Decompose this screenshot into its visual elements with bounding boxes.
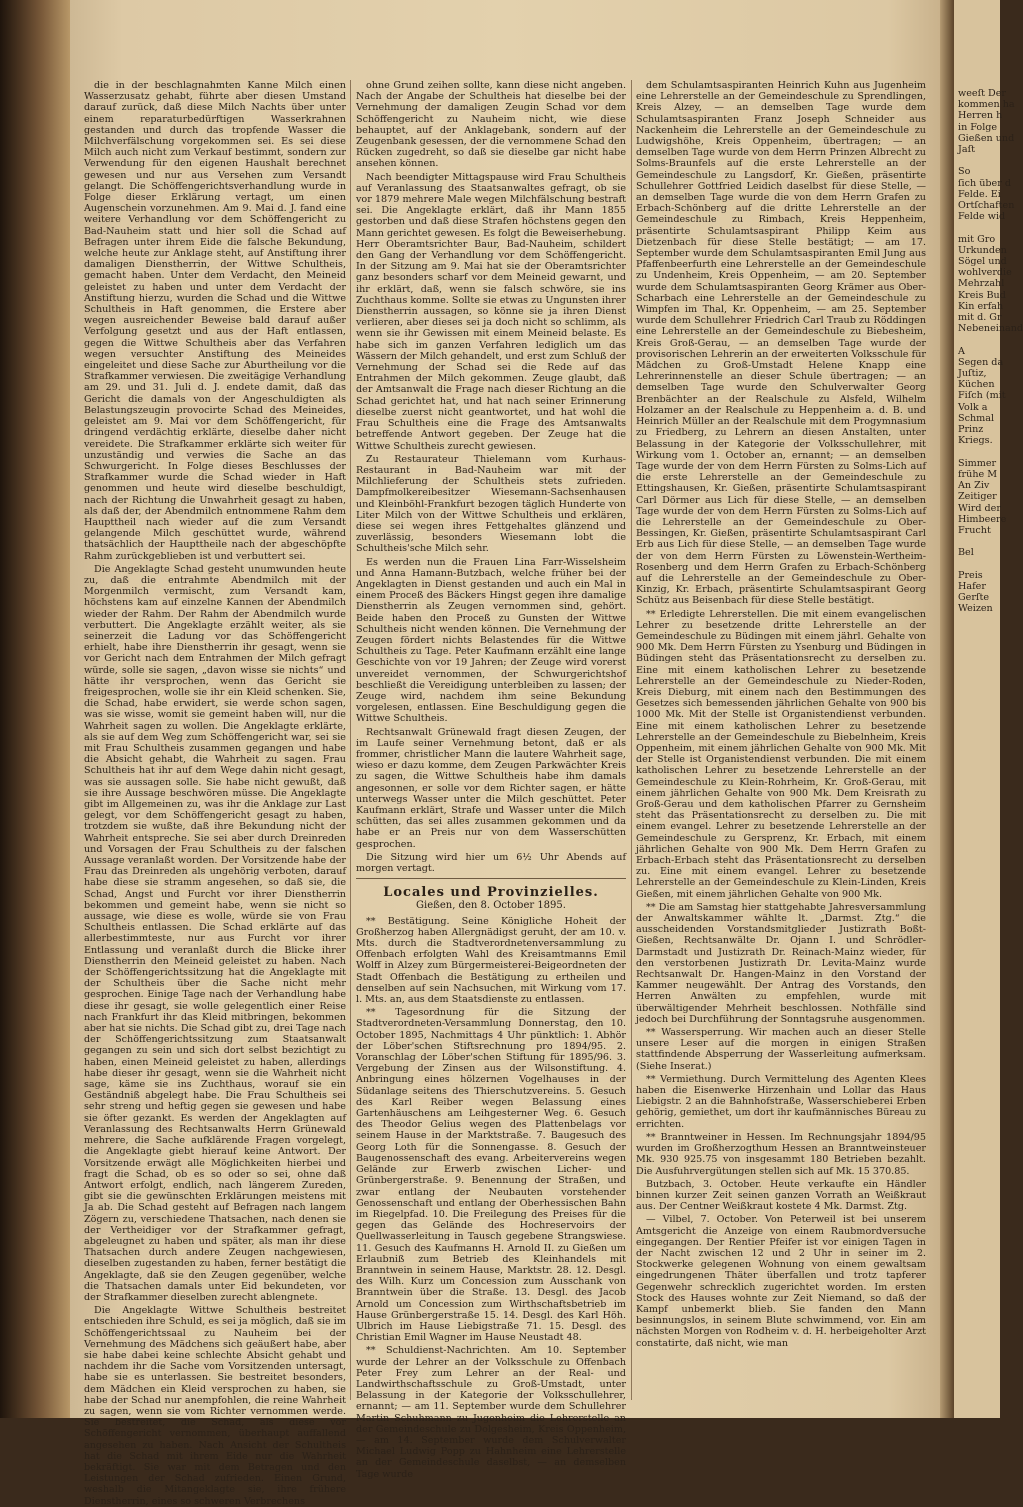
column-1 — [84, 80, 346, 1507]
dateline: Gießen, den 8. October 1895. — [416, 900, 566, 912]
section-rule — [356, 878, 626, 879]
page-gutter — [940, 0, 954, 1418]
news-item: — Vilbel, 7. October. Von Peterweil ist bei unserem Amtsgericht die Anzeige von einem Raubmordversuche eingegangen. Der Rentier Pfeifer ist vor einigen Tagen in der Nacht zwischen 12 und 2 Uhr in seiner im 2. Stockwerke gelegenen Wohnung von einem gewaltsam eingedrungenen Thäter überfallen und trotz tapferer Gegenwehr schrecklich zugerichtet worden. Im ersten Stock des Hauses wohnte zur Zeit Niemand, so daß der Kampf unbemerkt blieb. Sie fanden den Mann besinnungslos, in seinem Blute schwimmend, vor. Ein am nächsten Morgen von Rodheim v. d. H. herbeigeholter Arzt constatirte, daß nicht, wie man — [636, 1214, 926, 1349]
article-paragraph: ohne Grund zeihen sollte, kann diese nicht angeben. Nach der Angabe der Schultheis hat dieselbe bei der Vernehmung der damaligen Zeugin Schad vor dem Schöffengericht zu Nauheim nicht, wie diese behauptet, auf der Anklagebank, sondern auf der Zeugenbank gesessen, der die vernommene Schad den Rücken zugedreht, so daß sie dieselbe gar nicht habe ansehen können. — [356, 80, 626, 170]
news-item: ** Wassersperrung. Wir machen auch an dieser Stelle unsere Leser auf die morgen in einigen Straßen stattfindende Absperrung der Wasserleitung aufmerksam. (Siehe Inserat.) — [636, 1027, 926, 1072]
column-3 — [636, 80, 926, 1400]
news-item: ** Schuldienst-Nachrichten. Am 10. September wurde der Lehrer an der Volksschule zu Offenbach Peter Frey zum Lehrer an der Real- und Landwirthschaftsschule zu Groß-Umstadt, unter Belassung in der Kategorie der Volksschullehrer, ernannt; — am 11. September wurde dem Schullehrer Martin Schuhmann zu Jugenheim die Lehrerstelle an der Gemeindeschule zu Dolgesheim, Kreis Oppenheim, — am 14. September wurde dem Schulverwalter Michael Ludwig Popp zu Hahnheim eine Lehrerstelle an der Gemeindeschule daselbst, — an demselben Tage wurde — [356, 1345, 626, 1480]
article-paragraph: Es werden nun die Frauen Lina Farr-Wisselsheim und Anna Hamann-Butzbach, welche früher bei der Angeklagten in Dienst gestanden und auch ein Mal in einem Proceß des Bäckers Hingst gegen ihre damalige Dienstherrin als Zeugen vernommen sind, gehört. Beide haben den Proceß zu Gunsten der Wittwe Schultheis nicht wenden können. Die Vernehmung der Zeugen fördert nichts Belastendes für die Wittwe Schultheis zu Tage. Peter Kaufmann erzählt eine lange Geschichte von vor 19 Jahren; der Zeuge wird vorerst unvereidet vernommen, der Schwurgerichtshof beschließt die Vereidigung unterbleiben zu lassen; der Zeuge wird, nachdem ihm seine Bekundung vorgelesen, entlassen. Eine Beschuldigung gegen die Wittwe Schultheis. — [356, 556, 626, 725]
article-paragraph: Nach beendigter Mittagspause wird Frau Schultheis auf Veranlassung des Staatsanwaltes gefragt, ob sie vor 1879 mehrere Male wegen Milchfälschung bestraft sei. Die Angeklagte erklärt, daß ihr Mann 1855 gestorben und daß diese Strafen höchstens gegen den Mann gerichtet gewesen. Es folgt die Beweiserhebung. Herr Oberamtsrichter Baur, Bad-Nauheim, schildert den Gang der Verhandlung vor dem Schöffengericht. In der Sitzung am 9. Mai hat sie der Oberamtsrichter ganz besonders scharf vor dem Meineid gewarnt, und ihr erklärt, daß, wenn sie falsch schwöre, sie ins Zuchthaus komme. Sollte sie etwas zu Ungunsten ihrer Dienstherrin aussagen, so könne sie ja ihren Dienst verlieren, aber dieses sei ja doch nicht so schlimm, als wenn sie ihr Gewissen mit einem Meineid belaste. Es habe sich im ganzen Verfahren lediglich um das Wässern der Milch gehandelt, und erst zum Schluß der Vernehmung der Schad sei die Rede auf das Entrahmen der Milch gekommen. Zeuge glaubt, daß der Amtsanwalt die Frage nach dieser Richtung an die Schad gerichtet hat, und hat nach seiner Erinnerung dieselbe zuerst nicht geantwortet, und hat wohl die Frau Schultheis eine die Frage des Amtsanwalts betreffende Antwort gegeben. Der Zeuge hat die Wittwe Schultheis zurecht gewiesen. — [356, 171, 626, 452]
article-paragraph: Die Angeklagte Schad gesteht unumwunden heute zu, daß die entrahmte Abendmilch mit der Morgenmilch vermischt, zum Versandt kam, höchstens kam auf einzelne Kannen der Abendmilch wieder der Rahm. Der Rahm der Abendmilch wurde verbuttert. Die Angeklagte erzählt weiter, als sie seinerzeit die Ladung vor das Schöffengericht erhielt, habe ihre Dienstherrin ihr gesagt, wenn sie vor Gericht nach dem Entrahmen der Milch gefragt würde, solle sie sagen, „davon wisse sie nichts“ und hätte ihr versprochen, wenn das Gericht sie freigesprochen, wolle sie ihr ein Kleid schenken. Sie, die Schad, habe erwidert, sie werde schon sagen, was sie wisse, womit sie gemeint haben will, nur die Wahrheit sagen zu wollen. Die Angeklagte erklärte, als sie auf dem Weg zum Schöffengericht war, sei sie mit Frau Schultheis zusammen gegangen und habe die Absicht gehabt, die Wahrheit zu sagen. Frau Schultheis hat ihr auf dem Wege dahin nicht gesagt, was sie aussagen solle. Sie habe nicht gewußt, daß sie ihre Aussage beschwören müsse. Die Angeklagte gibt im Allgemeinen zu, was ihr die Anklage zur Last gelegt, vor dem Schöffengericht gesagt zu haben, trotzdem sie wußte, daß ihre Bekundung nicht der Wahrheit entspreche. Sie sei aber durch Dreinreden und Vorsagen der Frau Schultheis zu der falschen Aussage veranlaßt worden. Der Vorsitzende habe der Frau das Dreinreden als ungehörig verboten, darauf habe diese sie stramm angesehen, so daß sie, die Schad, Angst und Furcht vor ihrer Dienstherrin bekommen und gemeint habe, wenn sie nicht so aussage, wie diese es wolle, würde sie von Frau Schultheis entlassen. Die Schad erklärte auf das allerbestimmteste, nur aus Furcht vor ihrer Entlassung und veranlaßt durch die Blicke ihrer Dienstherrin den Meineid geleistet zu haben. Nach der Schöffengerichtssitzung hat die Angeklagte mit der Schultheis über die Sache nicht mehr gesprochen. Einige Tage nach der Verhandlung habe diese ihr gesagt, sie wolle gelegentlich einer Reise nach Frankfurt ihr das Kleid mitbringen, bekommen aber hat sie nichts. Die Schad gibt zu, drei Tage nach der Schöffengerichtssitzung zum Staatsanwalt gegangen zu sein und sich dort selbst bezichtigt zu haben, einen Meineid geleistet zu haben, allerdings habe dieser ihr gesagt, wenn sie die Wahrheit nicht sage, käme sie ins Zuchthaus, worauf sie ein Geständniß abgelegt habe. Die Frau Schultheis sei sehr streng und heftig gegen sie gewesen und habe sie öfter gezankt. Es werden der Angeklagten auf Veranlassung des Rechtsanwalts Herrn Grünewald mehrere, die Sache aufklärende Fragen vorgelegt, die Angeklagte giebt hierauf keine Antwort. Der Vorsitzende erwägt alle Möglichkeiten hierbei und fragt die Schad, ob es so oder so sei, ohne daß Antwort erfolgt, endlich, nach längerem Zureden, gibt sie die gewünschten Erklärungen meistens mit Ja ab. Die Schad gesteht auf Befragen nach langem Zögern zu, verschiedene Thatsachen, nach denen sie der Vertheidiger vor der Strafkammer gefragt, abgeleugnet zu haben und später, als man ihr diese Thatsachen durch andere Zeugen nachgewiesen, dieselben zugestanden zu haben, ferner bestätigt die Angeklagte, daß sie den Zeugen gegenüber, welche die Thatsachen damals unter Eid bekundeten, vor der Strafkammer dieselben zurecht ablengnete. — [84, 563, 346, 1303]
book-binding-edge — [0, 0, 70, 1418]
news-item: ** Erledigte Lehrerstellen. Die mit einem evangelischen Lehrer zu besetzende dritte Lehrerstelle an der Gemeindeschule zu Büdingen mit einem jährl. Gehalte von 900 Mk. Dem Herrn Fürsten zu Ysenburg und Büdingen in Büdingen steht das Präsentationsrecht zu derselben zu. Eine mit einem katholischen Lehrer zu besetzende Lehrerstelle an der Gemeindeschule zu Nieder-Roden, Kreis Dieburg, mit einem nach den Bestimmungen des Gesetzes sich bemessenden jährlichen Gehalte von 900 bis 1000 Mk. Mit der Stelle ist Organistendienst verbunden. Eine mit einem katholischen Lehrer zu besetzende Lehrerstelle an der Gemeindeschule zu Biebelnheim, Kreis Oppenheim, mit einem jährlichen Gehalte von 900 Mk. Mit der Stelle ist Organistendienst verbunden. Die mit einem katholischen Lehrer zu besetzende Lehrerstelle an der Gemeindeschule zu Klein-Rohrheim, Kr. Groß-Gerau, mit einem jährlichen Gehalte von 900 Mk. Dem Kreisrath zu Groß-Gerau und dem katholischen Pfarrer zu Gernsheim steht das Präsentationsrecht zu derselben zu. Die mit einem evangel. Lehrer zu besetzende Lehrerstelle an der Gemeindeschule zu Gersprenz, Kr. Erbach, mit einem jährlichen Gehalte von 900 Mk. Dem Herrn Grafen zu Erbach-Erbach steht das Präsentationsrecht zu derselben zu. Eine mit einem evangel. Lehrer zu besetzende Lehrerstelle an der Gemeindeschule zu Klein-Linden, Kreis Gießen, mit einem jährlichen Gehalte von 900 Mk. — [636, 608, 926, 900]
news-item: Butzbach, 3. October. Heute verkaufte ein Händler binnen kurzer Zeit seinen ganzen Vorrath an Weißkraut aus. Der Centner Weißkraut kostete 4 Mk. Darmst. Ztg. — [636, 1178, 926, 1213]
column-divider — [631, 80, 632, 1400]
news-item: dem Schulamtsaspiranten Heinrich Kuhn aus Jugenheim eine Lehrerstelle an der Gemeindeschule zu Sprendlingen, Kreis Alzey, — an demselben Tage wurde dem Schulamtsaspiranten Franz Joseph Schneider aus Nackenheim die Lehrerstelle an der Gemeindeschule zu Ludwigshöhe, Kreis Oppenheim, übertragen; — an demselben Tage wurde von dem Herrn Prinzen Albrecht zu Solms-Braunfels auf die erste Lehrerstelle an der Gemeindeschule zu Langsdorf, Kr. Gießen, präsentirte Schullehrer Gottfried Leidich daselbst für diese Stelle, — an demselben Tage wurde die von dem Herrn Grafen zu Erbach-Schönberg auf die dritte Lehrerstelle an der Gemeindeschule zu Rimbach, Kreis Heppenheim, präsentirte Schulamtsaspirant Philipp Keim aus Dietzenbach für diese Stelle bestätigt; — am 17. September wurde dem Schulamtsaspiranten Emil Jung aus Pfaffenbeerfurth eine Lehrerstelle an der Gemeindeschule zu Undenheim, Kreis Oppenheim, — am 20. September wurde dem Schulamtsaspiranten Georg Krämer aus Ober-Scharbach eine Lehrerstelle an der Gemeindeschule zu Wimpfen im Thal, Kr. Oppenheim, — am 25. September wurde dem Schullehrer Friedrich Carl Traub zu Röddingen eine Lehrerstelle an der Gemeindeschule zu Biebesheim, Kreis Groß-Gerau, — an demselben Tage wurde der provisorischen Lehrerin an der erweiterten Volksschule für Mädchen zu Groß-Umstadt Helene Knapp eine Lehrerinnenstelle an dieser Schule übertragen; — an demselben Tage wurde den Schulverwalter Georg Brenbächter an der Realschule zu Alsfeld, Wilhelm Holzamer an der Realschule zu Heppenheim a. d. B. und Heinrich Müller an der Realschule mit dem Progymnasium zu Friedberg, zu Lehrern an diesen Anstalten, unter Belassung in der Kategorie der Volksschullehrer, mit Wirkung vom 1. October an, ernannt; — an demselben Tage wurde der von dem Herrn Fürsten zu Solms-Lich auf die erste Lehrerstelle an der Gemeindeschule zu Ettingshausen, Kr. Gießen, präsentirte Schulamtsaspirant Carl Dörmer aus Lich für diese Stelle, — an demselben Tage wurde der von dem Herrn Fürsten zu Solms-Lich auf die Lehrerstelle an der Gemeindeschule zu Ober-Bessingen, Kr. Gießen, präsentirte Schulamtsaspirant Carl Erb aus Lich für diese Stelle, — an demselben Tage wurde der von dem Herrn Fürsten zu Löwenstein-Wertheim-Rosenberg und dem Herrn Grafen zu Erbach-Schönberg auf die Lehrerstelle an der Gemeindeschule zu Ober-Kinzig, Kr. Erbach, präsentirte Schulamtsaspirant Georg Schütz aus Beisenbach für diese Stelle bestätigt. — [636, 80, 926, 607]
article-paragraph: Die Angeklagte Wittwe Schultheis bestreitet entschieden ihre Schuld, es sei ja möglich, daß sie im Schöffengerichtssaal zu Nauheim bei der Vernehmung des Mädchens sich geäußert habe, aber sie habe dabei keine schlechte Absicht gehabt und nachdem ihr die Sache vom Vorsitzenden untersagt, habe sie es unterlassen. Sie bestreitet besonders, dem Mädchen ein Kleid versprochen zu haben, sie habe der Schad nur anempfohlen, die reine Wahrheit zu sagen, wenn sie vom Richter vernommen werde. Sie bestreitet, die Schad, als diese vor Schöffengericht vernommen, überhaupt auffallend angesehen zu haben. Nach Ansicht der Schultheis hat die Schad mit ihrem Eide nur die Wahrheit bekräftigt. Sie war mit dem Betragen und den Leistungen der Schad zufrieden. Einen Grund, weshalb die Mitangeklagte sie, ihre frühere Dienstherrin, eines so schweren Verbrechens — [84, 1305, 346, 1507]
news-item: ** Branntweiner in Hessen. Im Rechnungsjahr 1894/95 wurden im Großherzogthum Hessen an Branntweinsteuer Mk. 930 925.75 von insgesammt 180 Betrieben bezahlt. Die Ausfuhrvergütungen stellen sich auf Mk. 15 370.85. — [636, 1131, 926, 1177]
column-divider — [350, 80, 351, 1400]
article-paragraph: Rechtsanwalt Grünewald fragt diesen Zeugen, der im Laufe seiner Vernehmung betont, daß er als frommer, christlicher Mann die lautere Wahrheit sage, wieso er dazu komme, dem Zeugen Parkwächter Kreis zu sagen, die Wittwe Schultheis habe ihm damals angesonnen, er solle vor dem Richter sagen, er hätte unterwegs Wasser unter die Milch geschüttet. Peter Kaufmann erklärt, Strafe und Wasser unter die Milch schütten, das sei alles zusammen gekommen und da habe er an Preis nur von dem Wasserschütten gesprochen. — [356, 726, 626, 850]
news-item: ** Bestätigung. Seine Königliche Hoheit der Großherzog haben Allergnädigst geruht, der am 10. v. Mts. durch die Stadtverordnetenversammlung zu Offenbach erfolgten Wahl des Kreisamtmanns Emil Wolff in Alzey zum Bürgermeisterei-Beigeordneten der Stadt Offenbach die Bestätigung zu ertheilen und denselben auf sein Nachsuchen, mit Wirkung vom 17. l. Mts. an, aus dem Staatsdienste zu entlassen. — [356, 915, 626, 1006]
column-2 — [356, 80, 626, 1480]
news-item: ** Tagesordnung für die Sitzung der Stadtverordneten-Versammlung Donnerstag, den 10. October 1895, Nachmittags 4 Uhr pünktlich: 1. Abhör der Löber'schen Stiftsrechnung pro 1894/95. 2. Voranschlag der Löber'schen Stiftung für 1895/96. 3. Vergebung der Zinsen aus der Wilsonstiftung. 4. Anbringung eines hölzernen Vogelhauses in der Südanlage seitens des Thierschutzvereins. 5. Gesuch des Karl Reiber wegen Belassung eines Gartenhäuschens am Leihgesterner Weg. 6. Gesuch des Theodor Gelius wegen des Plattenbelags vor seinem Hause in der Marktstraße. 7. Baugesuch des Georg Loth für die Sonnengasse. 8. Gesuch der Baugenossenschaft des evang. Arbeitervereins wegen Gelände zur Erwerb zwischen Licher- und Grünbergerstraße. 9. Benennung der Straßen, und zwar entlang der Neubauten vorstehender Genossenschaft und entlang der Oberhessischen Bahn im Riegelpfad. 10. Die Freilegung des Preises für die gegen das Gelände des Hochreservoirs der Quellwasserleitung in Tausch gegebene Strangswiese. 11. Gesuch des Kaufmanns H. Arnold II. zu Gießen um Erlaubniß zum Betrieb des Kleinhandels mit Branntwein in seinem Hause, Marktstr. 28. 12. Desgl. des Wilh. Kurz um Concession zum Ausschank von Branntwein über die Straße. 13. Desgl. des Jacob Arnold um Concession zum Wirthschaftsbetrieb im Hause Grünbergerstraße 15. 14. Desgl. des Karl Höh. Ulbrich im Hause Liebigstraße 71. 15. Desgl. des Christian Emil Wagner im Hause Neustadt 48. — [356, 1007, 626, 1344]
news-item: ** Vermiethung. Durch Vermittelung des Agenten Klees haben die Eisenwerke Hirzenhain und Lollar das Haus Liebigstr. 2 an die Bahnhofstraße, Wasserschieberei Erben gehörig, gemiethet, um dort ihr kaufmännisches Büreau zu errichten. — [636, 1073, 926, 1130]
adjacent-page-strip — [954, 0, 1023, 1418]
news-item: ** Die am Samstag hier stattgehabte Jahresversammlung der Anwaltskammer wählte lt. „Darmst. Ztg.“ die ausscheidenden Vorstandsmitglieder Justizrath Boßt-Gießen, Rechtsanwälte Dr. Ojann I. und Schrödler-Darmstadt und Justizrath Dr. Reinach-Mainz wieder, für den verstorbenen Justizrath Dr. Levita-Mainz wurde Rechtsanwalt Dr. Hangen-Mainz in den Vorstand der Kammer neugewählt. Der Antrag des Vorstands, den Herren Anwälten zu empfehlen, wurde mit überwältigender Mehrheit beschlossen. Nothfälle sind jedoch bei Durchführung der Sonntagsruhe ausgenommen. — [636, 901, 926, 1025]
article-paragraph: Die Sitzung wird hier um 6½ Uhr Abends auf morgen vertagt. — [356, 851, 626, 875]
adjacent-page-fragments: weeſt Der kommen ha Herren h in Folge Gießen und Jaſt So ſich über d Felde. Ei Ortſchaften Felde wid mit Gro Urkunden Sögel und wohlverdie Mehrzahl Kreis Bud Kin erfah mit d. Gr Nebeneinand A Segen da Juſtiz, Küchen Fiſch (mit Volk a Schmal Prinz Kriegs. Simmer frühe M An Ziv Zeitiger Wird der Himbeere Frucht Bel Preis Hafer Gerſte Weizen — [958, 88, 1023, 615]
article-paragraph: Zu Restaurateur Thielemann vom Kurhaus-Restaurant in Bad-Nauheim war mit der Milchlieferung der Schultheis stets zufrieden. Dampfmolkereibesitzer Wiesemann-Sachsenhausen und Kleinböhl-Frankfurt bezogen täglich Hunderte von Liter Milch von der Wittwe Schultheis und erklären, diese sei wegen ihres Fettgehaltes glänzend und zuverlässig, besonders Wiesemann lobt die Schultheis'sche Milch sehr. — [356, 453, 626, 555]
article-paragraph: die in der beschlagnahmten Kanne Milch einen Wasserzusatz gehabt, führte aber diesen Umstand darauf zurück, daß diese Milch Nachts über unter einem reparaturbedürftigen Wasserkrahnen gestanden und durch das tropfende Wasser die Milchverfälschung vorgekommen sei. Es sei diese Milch auch nicht zum Verkauf bestimmt, sondern zur Verwendung für den eigenen Haushalt berechnet gewesen und nur aus Versehen zum Versandt gelangt. Die Schöffengerichtsverhandlung wurde in Folge dieser Erklärung vertagt, um einen Augenschein vorzunehmen. Am 9. Mai d. J. fand eine weitere Verhandlung vor dem Schöffengericht zu Bad-Nauheim statt und hier soll die Schad auf Befragen unter ihrem Eide die falsche Bekundung, welche heute zur Anklage steht, auf Anstiftung ihrer damaligen Dienstherrin, der Wittwe Schultheis, gemacht haben. Unter dem Verdacht, den Meineid geleistet zu haben und unter dem Verdacht der Anstiftung hierzu, wurden die Schad und die Wittwe Schultheis in Haft genommen, die Erstere aber wegen ausreichender Beweise bald darauf außer Verfolgung gesetzt und aus der Haft entlassen, gegen die Wittwe Schultheis aber das Verfahren wegen versuchter Anstiftung des Meineides eingeleitet und diese Sache zur Aburtheilung vor die Strafkammer verwiesen. Die zweitägige Verhandlung am 29. und 31. Juli d. J. endete damit, daß das Gericht die damals von der Angeschuldigten als Belastungszeugin provocirte Schad des Meineides, geleistet am 9. Mai vor dem Schöffengericht, für dringend verdächtig erklärte, dieselbe daher nicht vereidete. Die Strafkammer erklärte sich weiter für unzuständig und verwies die Sache an das Schwurgericht. In Folge dieses Beschlusses der Strafkammer wurde die Schad wieder in Haft genommen und heute wird dieselbe beschuldigt, nach der Richtung die Unwahrheit gesagt zu haben, als daß der, der Abendmilch entnommene Rahm dem Haupttheil nach wieder auf die zum Versandt gelangende Milch geschüttet wurde, während thatsächlich der Haupttheile nach der abgeschöpfte Rahm zurückgeblieben ist und verbuttert sei. — [84, 80, 346, 562]
section-heading: Locales und Provinzielles. — [383, 885, 599, 901]
